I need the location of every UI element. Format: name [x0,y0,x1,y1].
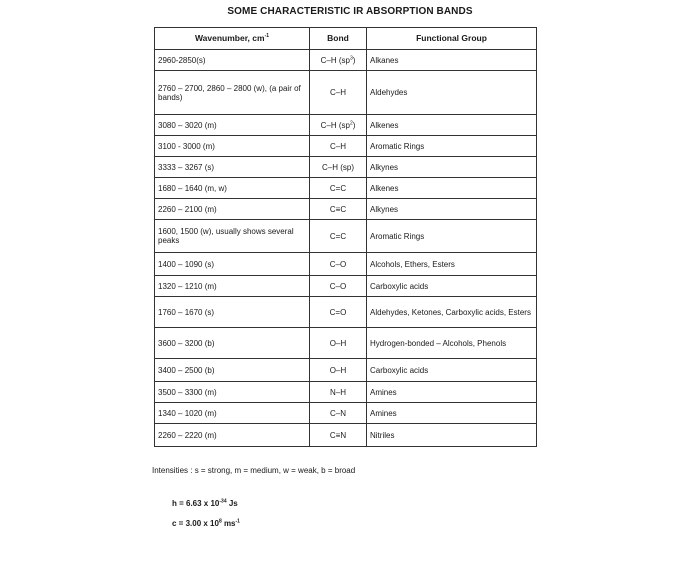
table-row [155,71,537,115]
table-row [155,253,537,276]
bond-hybridization-superscript: 3 [349,54,353,61]
header-wavenumber [155,28,310,50]
functional-group-cell: Amines [367,382,537,403]
wavenumber-cell: 3500 – 3300 (m) [155,382,310,403]
wavenumber-cell: 1600, 1500 (w), usually shows several peaks [155,220,310,253]
table-row [155,136,537,157]
speed-of-light [172,519,240,528]
speed-of-light-unit: ms [221,519,236,528]
table-row [155,115,537,136]
bond-text: C–H (sp [320,55,350,65]
table-row [155,424,537,447]
functional-group-cell: Hydrogen-bonded – Alcohols, Phenols [367,328,537,359]
bond-text: C–O [329,259,347,269]
table-row [155,328,537,359]
functional-group-cell: Amines [367,403,537,424]
table-row [155,157,537,178]
table-row [155,382,537,403]
bond-text: C–H [329,141,346,151]
speed-of-light-exponent: 8 [218,518,222,525]
bond-text: C≡N [329,430,347,440]
bond-text: O–H [329,338,347,348]
functional-group-cell: Aldehydes, Ketones, Carboxylic acids, Esters [367,297,537,328]
planck-constant-exponent: -34 [219,498,227,505]
header-functional-group: Functional Group [367,28,537,50]
bond-cell [310,297,367,328]
bond-cell [310,136,367,157]
wavenumber-cell: 3400 – 2500 (b) [155,359,310,382]
wavenumber-cell: 1340 – 1020 (m) [155,403,310,424]
table-row [155,297,537,328]
bond-text: C–H (sp) [321,162,354,172]
bond-text: C–O [329,281,347,291]
functional-group-cell: Alcohols, Ethers, Esters [367,253,537,276]
planck-constant [172,499,238,508]
bond-closing-paren: ) [352,120,356,130]
bond-cell [310,328,367,359]
bond-cell [310,50,367,71]
table-header-row [155,28,537,50]
functional-group-cell: Alkynes [367,157,537,178]
wavenumber-cell: 3080 – 3020 (m) [155,115,310,136]
wavenumber-cell: 3100 - 3000 (m) [155,136,310,157]
bond-text: C–H (sp [320,120,350,130]
functional-group-cell: Carboxylic acids [367,276,537,297]
table-row [155,199,537,220]
bond-text: C=C [329,183,347,193]
header-wavenumber-exponent: -1 [264,33,270,40]
bond-hybridization-superscript: 2 [349,119,353,126]
bond-text: O–H [329,365,347,375]
bond-cell [310,253,367,276]
bond-text: C–N [329,408,346,418]
bond-text: C–H [329,88,346,97]
bond-text: C=O [329,307,347,317]
intensities-legend: Intensities : s = strong, m = medium, w = weak, b = broad [152,466,356,475]
wavenumber-cell: 1680 – 1640 (m, w) [155,178,310,199]
functional-group-cell: Alkynes [367,199,537,220]
table-row [155,50,537,71]
table-body [155,50,537,447]
bond-closing-paren: ) [352,55,356,65]
table-row [155,220,537,253]
table-row [155,178,537,199]
bond-cell [310,403,367,424]
speed-of-light-value: c = 3.00 x 10 [172,519,219,528]
bond-cell [310,359,367,382]
bond-cell [310,71,367,115]
bond-cell [310,276,367,297]
functional-group-cell: Alkanes [367,50,537,71]
planck-constant-value: h = 6.63 x 10 [172,499,220,508]
bond-cell [310,178,367,199]
table-row [155,359,537,382]
header-bond: Bond [310,28,367,50]
wavenumber-cell: 3600 – 3200 (b) [155,328,310,359]
document-title: SOME CHARACTERISTIC IR ABSORPTION BANDS [227,6,473,17]
functional-group-cell: Aldehydes [367,71,537,115]
bond-cell [310,382,367,403]
functional-group-cell: Carboxylic acids [367,359,537,382]
bond-text: N–H [329,387,346,397]
bond-text: C=C [329,231,347,241]
table-row [155,403,537,424]
functional-group-cell: Aromatic Rings [367,220,537,253]
wavenumber-cell: 1320 – 1210 (m) [155,276,310,297]
wavenumber-cell: 2760 – 2700, 2860 – 2800 (w), (a pair of bands) [155,71,310,115]
speed-of-light-unit-exponent: -1 [235,518,240,525]
wavenumber-cell: 2260 – 2220 (m) [155,424,310,447]
bond-cell [310,115,367,136]
functional-group-cell: Alkenes [367,115,537,136]
table-row [155,276,537,297]
bond-cell [310,199,367,220]
wavenumber-cell: 2960-2850(s) [155,50,310,71]
planck-constant-unit: Js [226,499,238,508]
bond-cell [310,157,367,178]
bond-text: C≡C [329,204,347,214]
wavenumber-cell: 1400 – 1090 (s) [155,253,310,276]
wavenumber-cell: 2260 – 2100 (m) [155,199,310,220]
header-wavenumber-label: Wavenumber, cm [194,33,265,43]
bond-cell [310,424,367,447]
wavenumber-cell: 1760 – 1670 (s) [155,297,310,328]
ir-absorption-table [154,27,537,447]
wavenumber-cell: 3333 – 3267 (s) [155,157,310,178]
functional-group-cell: Aromatic Rings [367,136,537,157]
functional-group-cell: Nitriles [367,424,537,447]
bond-cell [310,220,367,253]
functional-group-cell: Alkenes [367,178,537,199]
